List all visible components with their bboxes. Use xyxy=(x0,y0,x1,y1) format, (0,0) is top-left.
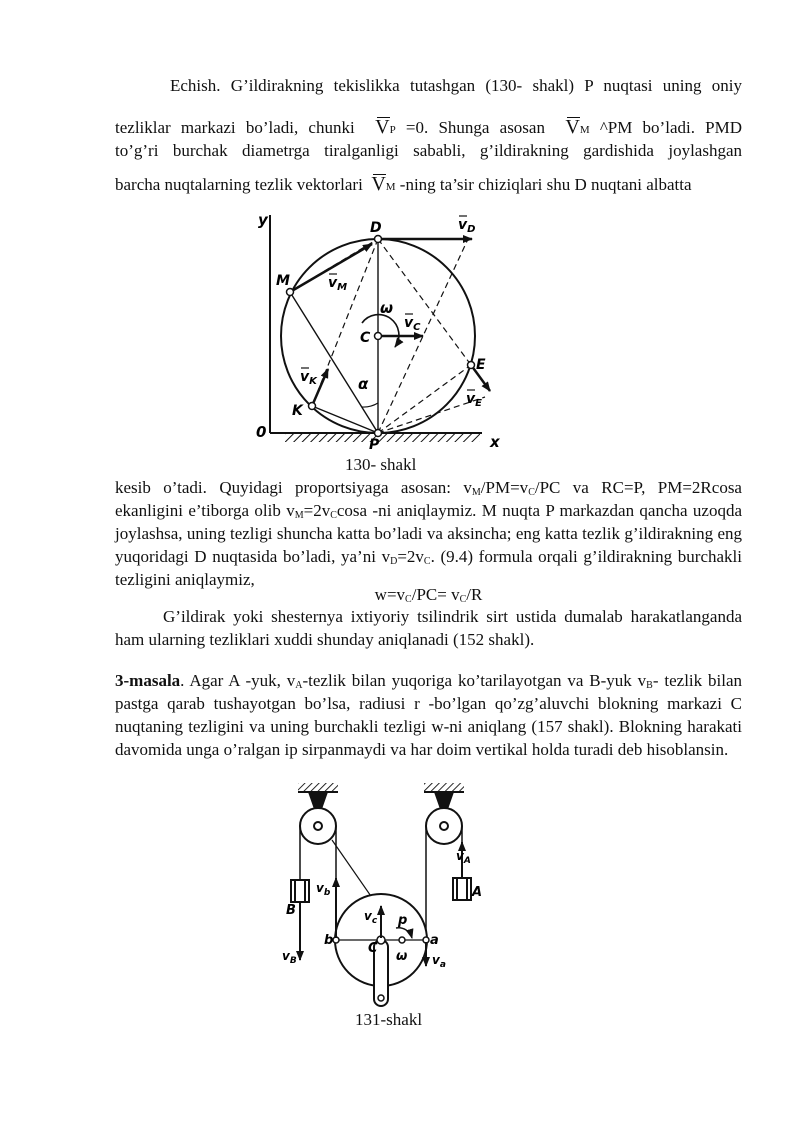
label-c: C xyxy=(360,330,371,346)
vm2-subscript: M xyxy=(385,181,396,193)
p2-t6: =2v xyxy=(397,547,424,566)
vm-letter: V xyxy=(565,116,580,138)
vp-letter: V xyxy=(375,116,390,138)
problem-3 xyxy=(115,669,742,761)
intro-text-4a: barcha nuqtalarning tezlik vektorlari xyxy=(115,175,363,194)
p2-s1: M xyxy=(471,487,481,498)
intro-line-1 xyxy=(170,76,742,96)
figure-131-pulley-diagram xyxy=(272,780,492,1010)
label-vc: $v_C$ xyxy=(404,315,421,333)
label-vd: $v_D$ xyxy=(458,217,476,235)
label-x: x xyxy=(490,433,500,451)
label-y: y xyxy=(258,211,268,229)
p2-s4: C xyxy=(330,510,337,521)
weight-b xyxy=(291,880,309,902)
figure-131-caption: 131-shakl xyxy=(355,1010,423,1029)
p2-s3: M xyxy=(294,510,304,521)
paragraph-proportion xyxy=(115,476,742,591)
label-p: P xyxy=(369,437,380,453)
label-vb-small: $v_b$ xyxy=(316,881,331,898)
p2-s2: C xyxy=(528,487,535,498)
formula-omega xyxy=(115,585,742,605)
vector-vp-symbol xyxy=(375,116,389,139)
intro-line-3 xyxy=(115,141,742,161)
f-t3: /R xyxy=(466,585,483,604)
label-b-131: b xyxy=(324,933,334,948)
vm-subscript: M xyxy=(579,124,590,136)
f-t2: /PC= v xyxy=(411,585,460,604)
label-omega-131: ω xyxy=(396,949,408,964)
weight-a xyxy=(453,878,471,900)
vm2-letter: V xyxy=(371,173,386,195)
vector-vm2-symbol xyxy=(371,173,385,196)
intro-line-4 xyxy=(115,173,742,196)
p2-t3: /PC va RC=P, PM=2Rcosa ekanligini e’tiborga olib v xyxy=(115,478,742,520)
p2-t5: cosa -ni aniqlaymiz. M nuqta P markazdan qancha uzoqda joylashsa, uning tezligi shuncha katta bo’ladi va aksincha; eng katta tezlik g’ildirakning eng yuqoridagi D nuqtasida bo’ladi, ya’ni v xyxy=(115,501,742,566)
label-vk: $v_K$ xyxy=(300,369,317,387)
figure-130-wheel-diagram xyxy=(250,205,520,455)
p2-t7: . (9.4) formula orqali g’ildirakning burchakli tezligini aniqlaymiz, xyxy=(115,547,743,589)
intro-text-2c: ^PM bo’ladi. PMD xyxy=(599,118,743,137)
p2-s6: C xyxy=(423,556,431,567)
intro-text-1: Echish. G’ildirakning tekislikka tutashgan (130- shakl) P nuqtasi uning oniy xyxy=(170,76,742,95)
label-p-131: p xyxy=(398,913,408,928)
figure-130-caption: 130- shakl xyxy=(345,455,417,474)
label-vc-131: $v_c$ xyxy=(364,909,378,926)
vk-arrow xyxy=(312,369,328,406)
label-va-small: $v_a$ xyxy=(432,953,446,970)
label-va: $v_A$ xyxy=(456,849,471,866)
label-weight-a: A xyxy=(472,885,483,900)
label-m: M xyxy=(276,273,290,289)
label-omega: ω xyxy=(380,299,394,317)
label-alpha: α xyxy=(358,375,369,393)
label-weight-b: B xyxy=(286,903,296,918)
label-e: E xyxy=(476,357,486,373)
pr-t1: . Agar A -yuk, v xyxy=(180,671,296,690)
problem-title: 3-masala xyxy=(115,671,181,690)
intro-text-4b: -ning ta’sir chiziqlari shu D nuqtani albatta xyxy=(399,175,692,194)
paragraph-cylinder: G’ildirak yoki shesternya ixtiyoriy tsilindrik sirt ustida dumalab harakatlanganda ham ularning tezliklari xuddi shunday aniqlanadi (152 shakl). xyxy=(115,607,742,649)
f-t1: w=v xyxy=(374,585,406,604)
label-vb: $v_B$ xyxy=(282,949,297,966)
pr-s2: B xyxy=(646,680,653,691)
pr-t2: -tezlik bilan yuqoriga ko’tarilayotgan va B-yuk v xyxy=(302,671,647,690)
p2-t2: /PM=v xyxy=(480,478,529,497)
ground-hatch xyxy=(285,434,480,442)
p2-t1: kesib o’tadi. Quyidagi proportsiyaga asosan: v xyxy=(115,478,472,497)
vp-subscript: P xyxy=(389,124,396,136)
label-vm: $v_M$ xyxy=(328,275,348,293)
pr-s1: A xyxy=(295,680,303,691)
p2-t4: =2v xyxy=(303,501,331,520)
intro-line-2 xyxy=(115,116,742,139)
intro-text-2b: =0. Shunga asosan xyxy=(405,118,545,137)
label-o: 0 xyxy=(256,423,267,441)
f-s1: C xyxy=(405,594,412,605)
label-ve: $v_E$ xyxy=(466,391,482,409)
label-c-131: C xyxy=(368,941,378,956)
p2-s5: D xyxy=(390,556,398,567)
vector-vm-symbol xyxy=(565,116,579,139)
label-a-131: a xyxy=(430,933,439,948)
intro-text-2a: tezliklar markazi bo’ladi, chunki xyxy=(115,118,355,137)
f-s2: C xyxy=(459,594,467,605)
label-d: D xyxy=(370,220,382,236)
intro-text-3: to’g’ri burchak diametrga tiralganligi sababli, g’ildirakning gardishida joylashgan xyxy=(115,141,742,160)
pr-t3: - tezlik bilan pastga qarab tushayotgan bo’lsa, radiusi r -bo’lgan qo’zg’aluvchi blokning markazi C nuqtaning tezligini va uning burchakli tezligi w-ni aniqlang (157 shakl). Blokning harakati davomida unga o’ralgan ip sirpanmaydi va har doim vertikal holda turadi deb hisoblansin. xyxy=(115,671,742,759)
label-k: K xyxy=(292,403,303,419)
